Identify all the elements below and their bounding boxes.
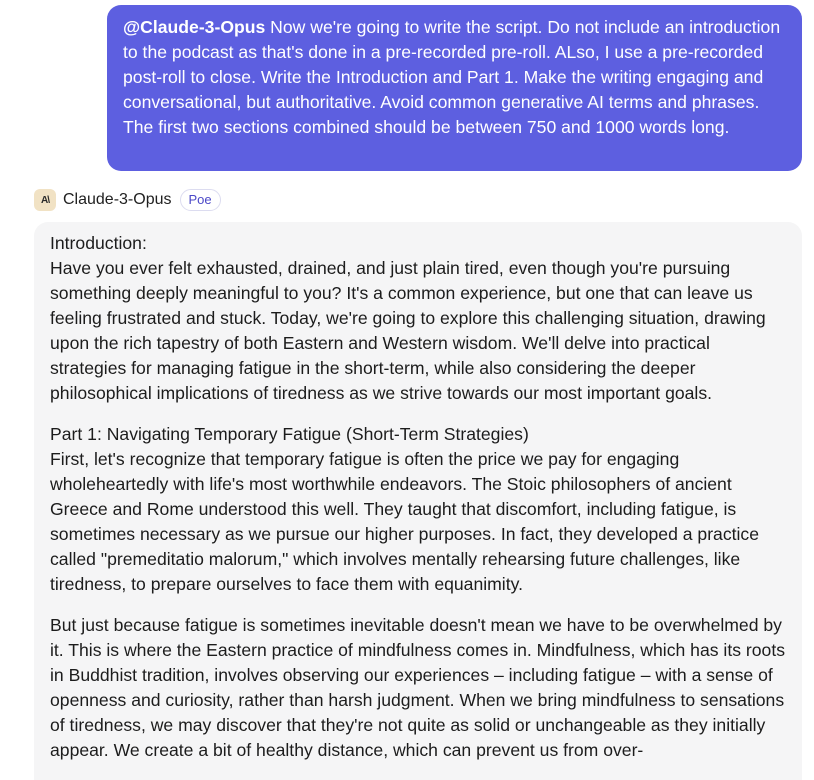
intro-heading: Introduction:	[50, 233, 147, 253]
part1-text: First, let's recognize that temporary fatigue is often the price we pay for engaging wholeheartedly with life's most worthwhile endeavors. The Stoic philosophers of ancient Greece and Rome understood this well. They taught that discomfort, including fatigue, is sometimes necessary as we pursue our higher purposes. In fact, they developed a practice called "premeditatio malorum," which involves mentally rehearsing future challenges, like tiredness, to prepare ourselves to face them with equanimity.	[50, 449, 760, 594]
poe-badge: Poe	[180, 189, 221, 211]
intro-text: Have you ever felt exhausted, drained, and just plain tired, even though you're pursuing something deeply meaningful to you? It's a common experience, but one that can leave us feeling frustrated and stuck. Today, we're going to explore this challenging situation, drawing upon the rich tapestry of both Eastern and Western wisdom. We'll delve into practical strategies for managing fatigue in the short-term, while also considering the deeper philosophical implications of tiredness as we strive towards our most important goals.	[50, 258, 766, 403]
bot-response-bubble	[34, 222, 802, 780]
part1-section	[50, 422, 786, 597]
bot-name[interactable]: Claude-3-Opus	[63, 191, 172, 208]
intro-section	[50, 231, 786, 406]
part1-paragraph-2: But just because fatigue is sometimes inevitable doesn't mean we have to be overwhelmed by it. This is where the Eastern practice of mindfulness comes in. Mindfulness, which has its roots in Buddhist tradition, involves observing our experiences – including fatigue – with a sense of openness and curiosity, rather than harsh judgment. When we bring mindfulness to sensations of tiredness, we may discover that they're not quite as solid or unchangeable as they initially appear. We create a bit of healthy distance, which can prevent us from over-	[50, 615, 786, 760]
user-message-bubble	[107, 5, 802, 171]
bot-mention: @Claude-3-Opus	[123, 17, 266, 37]
bot-avatar[interactable]: A\	[34, 189, 56, 211]
user-message-text: Now we're going to write the script. Do not include an introduction to the podcast as that's done in a pre-recorded pre-roll. ALso, I use a pre-recorded post-roll to close. Write the Introduction and Part 1. Make the writing engaging and conversational, but authoritative. Avoid common generative AI terms and phrases. The first two sections combined should be between 750 and 1000 words long.	[123, 17, 781, 137]
part1-heading: Part 1: Navigating Temporary Fatigue (Short-Term Strategies)	[50, 424, 529, 444]
bot-header	[34, 188, 221, 212]
